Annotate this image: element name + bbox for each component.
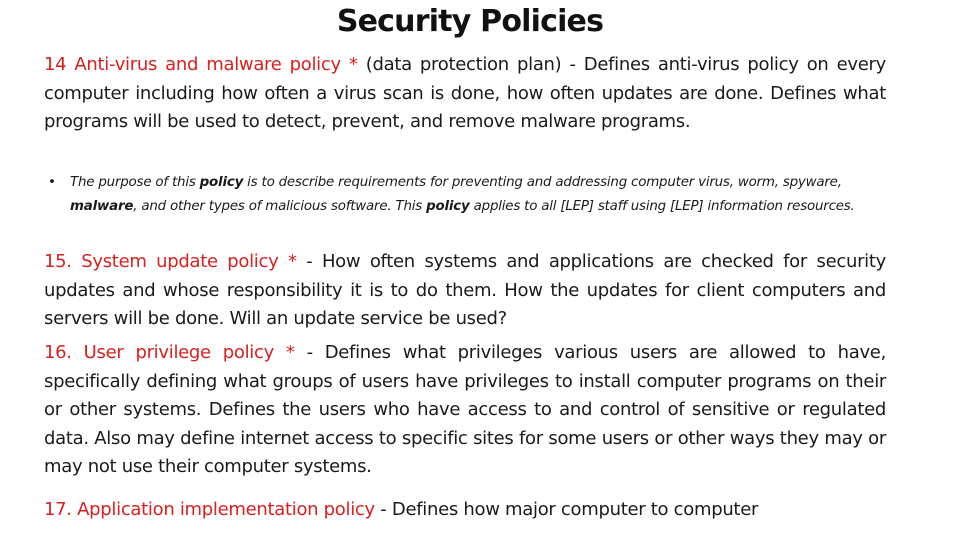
policy-17-heading: 17. Application implementation policy bbox=[44, 499, 375, 520]
policy-17-text: - Defines how major computer to computer bbox=[374, 499, 759, 520]
bullet-bold-policy: policy bbox=[426, 198, 470, 214]
bullet-text-part: The purpose of this bbox=[70, 175, 200, 190]
policy-14-text: (data protection plan) - Defines anti-virus policy on every computer including how often a virus scan is done, how often updates are done. Defines what programs will be used to detect, prevent, and remove malware programs. bbox=[44, 54, 886, 132]
policy-15-paragraph bbox=[44, 248, 886, 334]
policy-17-paragraph bbox=[44, 496, 886, 525]
bullet-text-part: , and other types of malicious software. This bbox=[133, 198, 427, 214]
bullet-bold-malware: malware bbox=[70, 198, 134, 214]
bullet-marker: • bbox=[48, 175, 56, 190]
policy-15-heading: 15. System update policy * bbox=[44, 251, 297, 272]
policy-15-text: - How often systems and applications are checked for security updates and whose responsibility it is to do them. How the updates for client computers and servers will be done. Will an update service be used? bbox=[44, 251, 886, 329]
policy-14-heading: 14 Anti-virus and malware policy * bbox=[44, 54, 358, 75]
policy-16-text: - Defines what privileges various users are allowed to have, specifically defining what groups of users have privileges to install computer programs on their or other systems. Defines the users who have access to and control of sensitive or regulated data. Also may define internet access to specific sites for some users or other ways they may or may not use their computer systems. bbox=[44, 342, 886, 477]
slide-title: Security Policies bbox=[336, 4, 604, 39]
bullet-bold-policy: policy bbox=[199, 175, 244, 190]
policy-14-paragraph bbox=[44, 51, 886, 137]
policy-16-paragraph bbox=[44, 339, 886, 482]
bullet-text bbox=[70, 171, 890, 218]
policy-16-heading: 16. User privilege policy * bbox=[44, 342, 295, 363]
bullet-text-part: applies to all [LEP] staff using [LEP] information resources. bbox=[469, 198, 855, 214]
bullet-text-part: is to describe requirements for preventing and addressing computer virus, worm, spyware, bbox=[243, 175, 842, 190]
bullet-purpose bbox=[48, 171, 890, 218]
